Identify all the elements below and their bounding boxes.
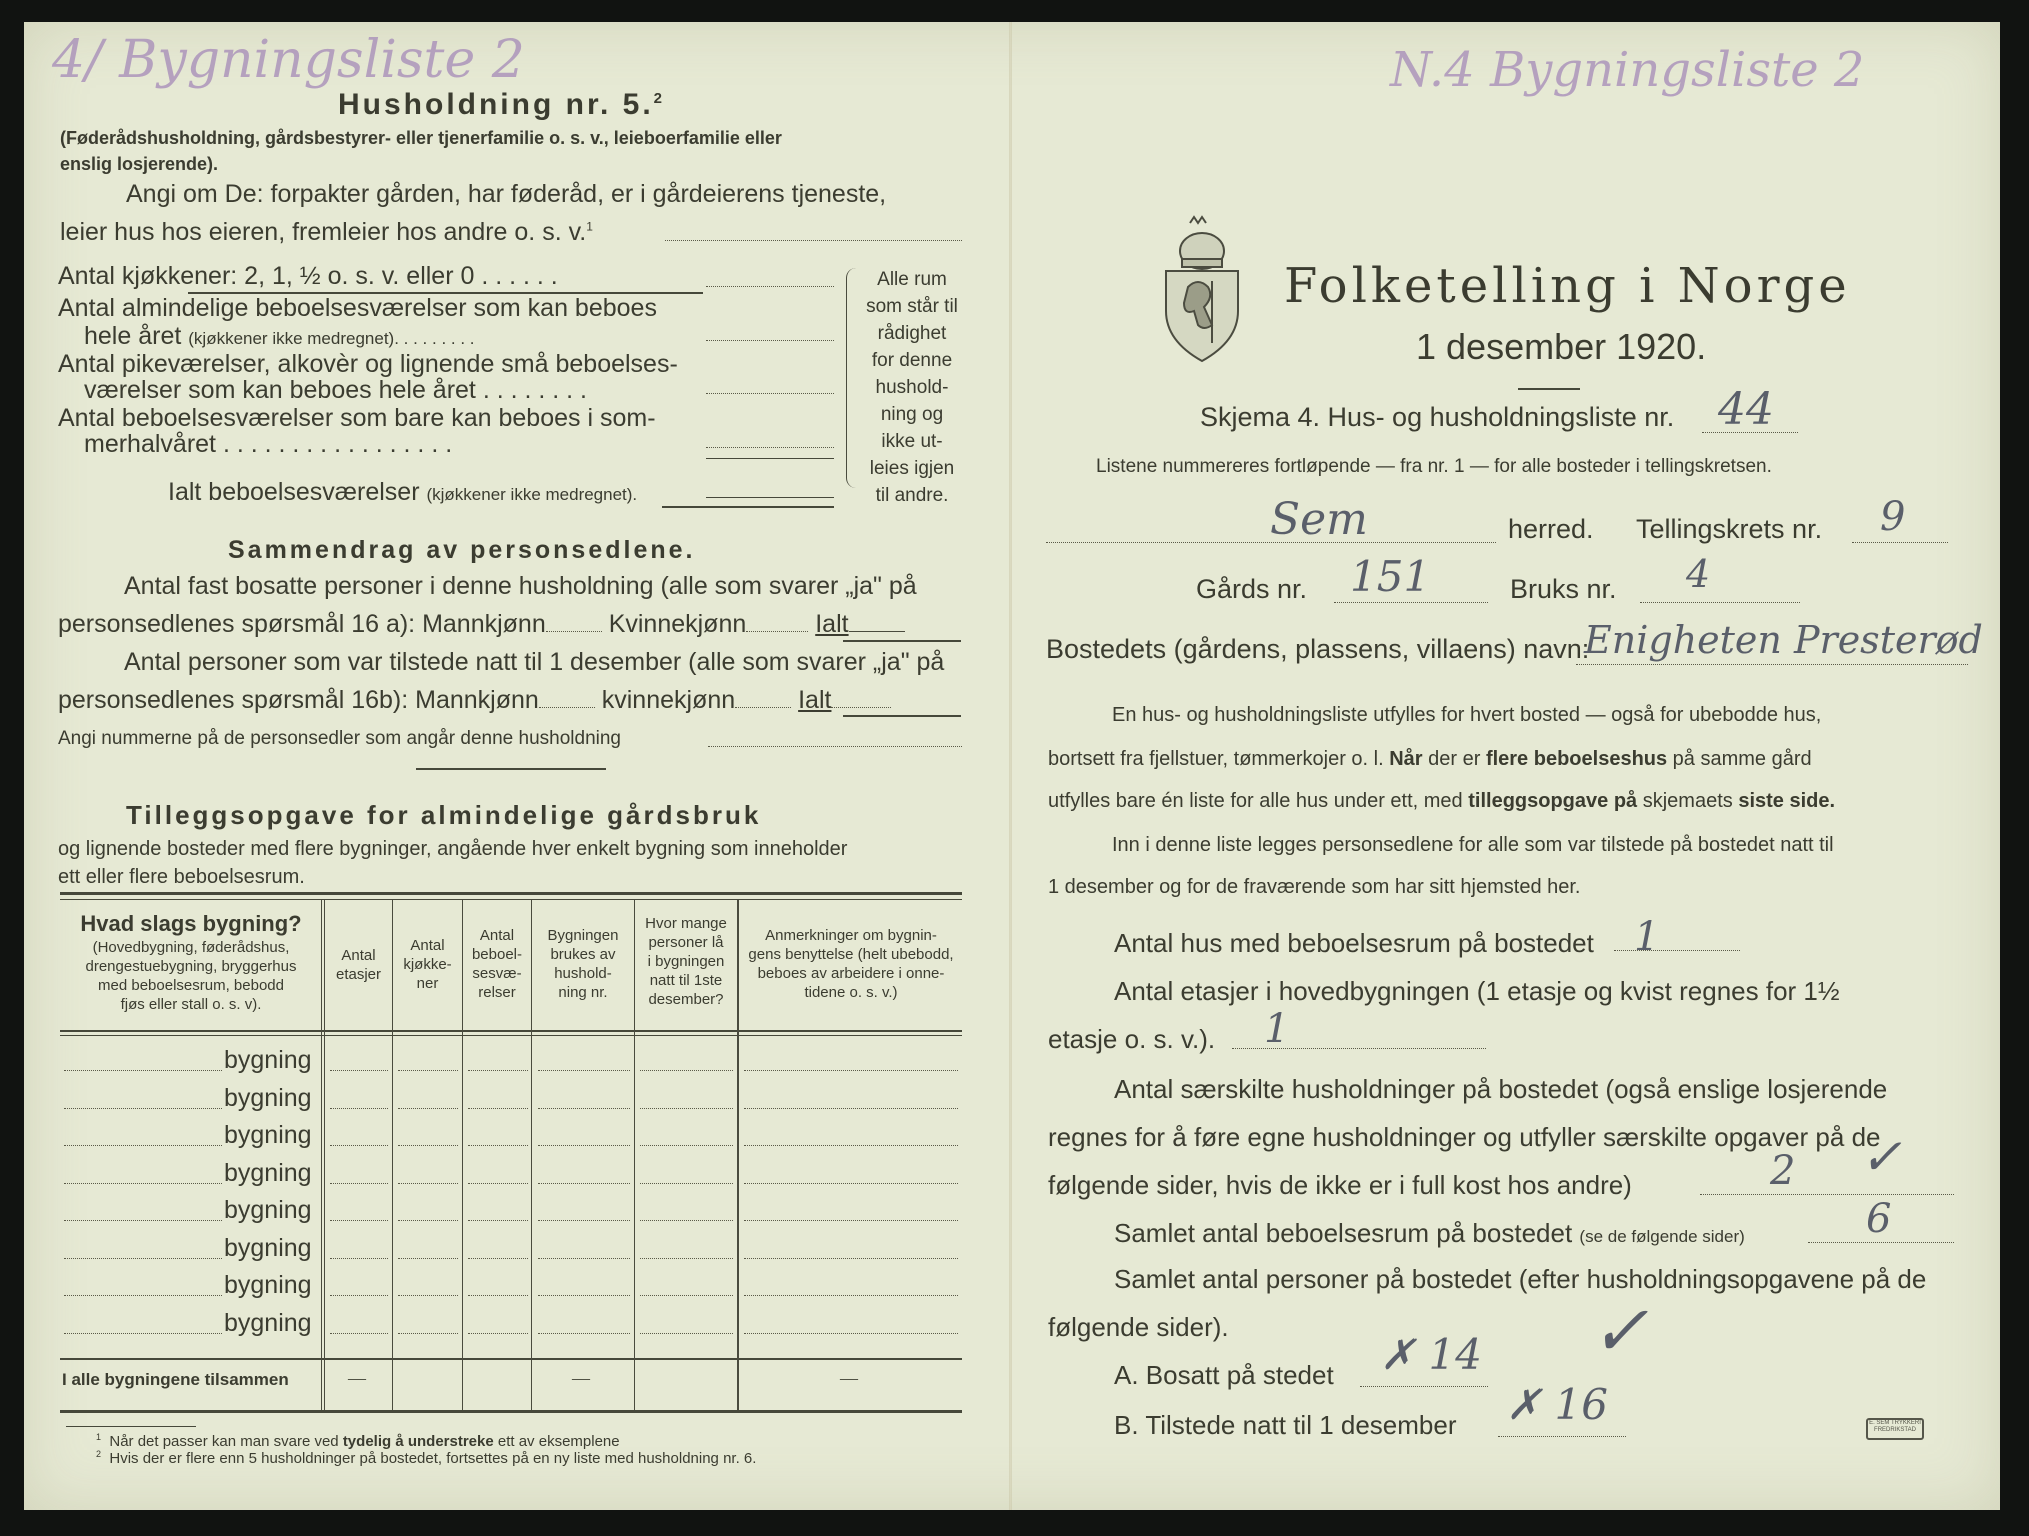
summary-title: Sammendrag av personsedlene.	[228, 536, 696, 564]
tilstede-value: ✗ 16	[1506, 1380, 1608, 1429]
table-cell-field[interactable]	[468, 1220, 528, 1221]
table-cell-field[interactable]	[744, 1145, 958, 1146]
summer-rooms-label-2: merhalvåret . . . . . . . . . . . . . . . . .	[84, 430, 453, 458]
body-bottom-rule	[60, 1358, 962, 1360]
table-cell-field[interactable]	[640, 1220, 733, 1221]
table-cell-field[interactable]	[640, 1295, 733, 1296]
table-top-rule-2	[60, 899, 962, 900]
persons-label-2: følgende sider).	[1048, 1312, 1229, 1342]
persons-label-1: Samlet antal personer på bostedet (efter husholdningsopgavene på de	[1114, 1264, 1927, 1294]
header-persons: Hvor mange personer lå i bygningen natt til 1ste desember?	[645, 915, 727, 1008]
bosted-label: Bostedets (gårdens, plassens, villaens) navn:	[1046, 634, 1590, 664]
present-male-field[interactable]	[539, 707, 595, 708]
households-check-icon: ✓	[1860, 1128, 1902, 1186]
rooms-total-label: Samlet antal beboelsesrum på bostedet (se de følgende sider)	[1114, 1218, 1745, 1248]
instruction-1-line-1: En hus- og husholdningsliste utfylles for hvert bosted — også for ubebodde hus,	[1112, 704, 1822, 726]
table-cell-field[interactable]	[744, 1070, 958, 1071]
ordinary-rooms-label-1: Antal almindelige beboelsesværelser som kan beboes	[58, 294, 657, 322]
present-total-underline	[843, 715, 961, 717]
census-title: Folketelling i Norge	[1284, 258, 1851, 314]
summary-present-line-2: personsedlenes spørsmål 16b): Mannkjønn kvinnekjønn Ialt	[58, 686, 891, 715]
table-cell-field[interactable]	[330, 1070, 388, 1071]
rooms-bracket	[846, 268, 859, 488]
header-rooms: Antal beboel- sesvæ- relser	[471, 927, 523, 1001]
tellingskrets-label: Tellingskrets nr.	[1636, 514, 1823, 544]
summary-present-line-1: Antal personer som var tilstede natt til 1 desember (alle som svarer „ja" på	[124, 648, 945, 676]
table-cell-field[interactable]	[468, 1145, 528, 1146]
herred-value: Sem	[1270, 494, 1368, 545]
herred-label: herred.	[1508, 514, 1594, 544]
bygning-label: bygning	[224, 1046, 312, 1074]
table-cell-field[interactable]	[398, 1220, 458, 1221]
table-cell-field[interactable]	[330, 1183, 388, 1184]
building-type-field[interactable]	[64, 1220, 222, 1221]
table-cell-field[interactable]	[640, 1070, 733, 1071]
kitchens-field[interactable]	[706, 286, 834, 287]
table-cell-field[interactable]	[398, 1145, 458, 1146]
table-cell-field[interactable]	[468, 1258, 528, 1259]
table-cell-field[interactable]	[538, 1258, 630, 1259]
bruks-value: 4	[1686, 552, 1711, 596]
bosatt-field[interactable]	[1360, 1386, 1488, 1387]
footnote-1: $^1$ Når det passer kan man svare ved tydelig å understreke ett av eksemplene	[96, 1432, 620, 1450]
building-type-field[interactable]	[64, 1108, 222, 1109]
table-cell-field[interactable]	[538, 1295, 630, 1296]
header-kitchens: Antal kjøkke- ner	[403, 937, 452, 992]
table-cell-field[interactable]	[640, 1108, 733, 1109]
table-cell-field[interactable]	[538, 1145, 630, 1146]
total-household-mark: —	[572, 1368, 590, 1388]
floors-value: 1	[1264, 1006, 1290, 1052]
table-cell-field[interactable]	[640, 1183, 733, 1184]
table-cell-field[interactable]	[468, 1183, 528, 1184]
small-rooms-label-1: Antal pikeværelser, alkovèr og lignende små beboelses-	[58, 350, 678, 378]
building-type-field[interactable]	[64, 1333, 222, 1334]
bruks-label: Bruks nr.	[1510, 574, 1617, 604]
households-value: 2	[1770, 1148, 1796, 1194]
household-subtitle-1: (Føderådshusholdning, gårdsbestyrer- eller tjenerfamilie o. s. v., leieboerfamilie eller	[60, 128, 782, 148]
table-cell-field[interactable]	[468, 1070, 528, 1071]
angi-line-2: leier hus hos eieren, fremleier hos andre o. s. v.$^1$	[60, 218, 593, 246]
small-rooms-field[interactable]	[706, 393, 834, 394]
bosatt-label: A. Bosatt på stedet	[1114, 1360, 1334, 1390]
summary-resident-line-2: personsedlenes spørsmål 16 a): Mannkjønn Kvinnekjønn Ialt	[58, 610, 905, 639]
supplement-title: Tilleggsopgave for almindelige gårdsbruk	[126, 800, 762, 830]
bygning-label: bygning	[224, 1308, 312, 1337]
households-label-1: Antal særskilte husholdninger på bostedet (også enslige losjerende	[1114, 1074, 1888, 1104]
table-cell-field[interactable]	[330, 1145, 388, 1146]
col-line	[737, 900, 739, 1410]
bracket-note: Alle rum som står til rådighet for denne hushold- ning og ikke ut- leies igjen til andre.	[866, 269, 958, 506]
small-rooms-label-2: værelser som kan beboes hele året . . . . . . . .	[84, 376, 588, 404]
bygning-label: bygning	[224, 1271, 312, 1299]
bosatt-value: ✗ 14	[1380, 1330, 1482, 1379]
bygning-label: bygning	[224, 1083, 312, 1112]
households-label-2: regnes for å føre egne husholdninger og utfyller særskilte opgaver på de	[1048, 1122, 1881, 1152]
numbering-note: Listene nummereres fortløpende — fra nr. 1 — for alle bosteder i tellingskretsen.	[1096, 456, 1772, 477]
table-cell-field[interactable]	[640, 1258, 733, 1259]
angi-line-1: Angi om De: forpakter gården, har føderåd, er i gårdeierens tjeneste,	[126, 180, 887, 208]
table-cell-field[interactable]	[398, 1333, 458, 1334]
table-cell-field[interactable]	[744, 1258, 958, 1259]
building-type-field[interactable]	[64, 1070, 222, 1071]
summer-rooms-label-1: Antal beboelsesværelser som bare kan beboes i som-	[58, 404, 656, 432]
household-subtitle-2: enslig losjerende).	[60, 154, 219, 174]
schema-label: Skjema 4. Hus- og husholdningsliste nr.	[1200, 402, 1675, 432]
bygning-label: bygning	[224, 1196, 312, 1224]
table-cell-field[interactable]	[330, 1333, 388, 1334]
tellingskrets-value: 9	[1880, 494, 1906, 540]
bosted-value: Enigheten Presterød	[1584, 618, 1983, 662]
table-cell-field[interactable]	[744, 1183, 958, 1184]
header-bottom-rule	[60, 1030, 962, 1032]
households-field[interactable]	[1700, 1194, 1954, 1195]
table-cell-field[interactable]	[538, 1108, 630, 1109]
ordinary-rooms-label-2: hele året (kjøkkener ikke medregnet). . . . . . . . .	[84, 322, 475, 350]
kitchens-label: Antal kjøkkener: 2, 1, ½ o. s. v. eller 0 . . . . . .	[58, 262, 558, 290]
households-label-3: følgende sider, hvis de ikke er i full kost hos andre)	[1048, 1170, 1632, 1200]
table-cell-field[interactable]	[398, 1070, 458, 1071]
table-bottom-rule	[60, 1410, 962, 1413]
tilstede-label: B. Tilstede natt til 1 desember	[1114, 1410, 1457, 1440]
person-numbers-label: Angi nummerne på de personsedler som angår denne husholdning	[58, 728, 621, 749]
table-cell-field[interactable]	[538, 1070, 630, 1071]
footnote-2: $^2$ Hvis der er flere enn 5 husholdninger på bostedet, fortsettes på en ny liste med husholdning nr. 6.	[96, 1449, 757, 1467]
table-cell-field[interactable]	[468, 1108, 528, 1109]
table-cell-field[interactable]	[744, 1108, 958, 1109]
tellingskrets-field[interactable]	[1852, 542, 1948, 543]
header-floors: Antal etasjer	[335, 947, 382, 983]
gards-field[interactable]	[1334, 602, 1488, 603]
page-fold	[1009, 22, 1012, 1510]
table-cell-field[interactable]	[330, 1108, 388, 1109]
tilstede-field[interactable]	[1498, 1436, 1626, 1437]
present-female-field[interactable]	[735, 707, 791, 708]
right-margin-annotation: N.4 Bygningsliste 2	[1390, 42, 1865, 98]
header-building-type: Hvad slags bygning? (Hovedbygning, føderådshus, drengestuebygning, bryggerhus med beboelsesrum, bebodd fjøs eller stall o. s. v).	[80, 911, 302, 1013]
rooms-total-field[interactable]	[1808, 1242, 1954, 1243]
persons-check-icon: ✓	[1590, 1290, 1649, 1372]
section-divider	[416, 768, 606, 770]
total-floors-mark: —	[348, 1368, 366, 1388]
bygning-label: bygning	[224, 1121, 312, 1149]
summer-rooms-field[interactable]	[706, 447, 834, 448]
supplement-subtitle-1: og lignende bosteder med flere bygninger, angående hver enkelt bygning som inneholder	[58, 838, 848, 860]
summer-rooms-sum-line	[706, 458, 834, 459]
instruction-1-line-2: bortsett fra fjellstuer, tømmerkojer o. l. Når der er flere beboelseshus på samme gård	[1048, 748, 1812, 770]
summary-resident-line-1: Antal fast bosatte personer i denne husholdning (alle som svarer „ja" på	[124, 572, 917, 600]
table-cell-field[interactable]	[640, 1145, 733, 1146]
total-row-label: I alle bygningene tilsammen	[62, 1370, 289, 1389]
rooms-total-value: 6	[1866, 1196, 1892, 1242]
table-cell-field[interactable]	[330, 1295, 388, 1296]
houses-value: 1	[1634, 914, 1660, 960]
bruks-field[interactable]	[1640, 602, 1800, 603]
bygning-label: bygning	[224, 1233, 312, 1262]
total-rooms-field[interactable]	[706, 497, 834, 498]
total-rooms-underline	[662, 506, 834, 508]
angi-answer-field[interactable]	[665, 240, 962, 241]
table-cell-field[interactable]	[468, 1333, 528, 1334]
header-household-nr: Bygningen brukes av hushold- ning nr.	[547, 927, 619, 1001]
instruction-1-line-3: utfylles bare én liste for alle hus under ett, med tilleggsopgave på skjemaets siste side.	[1048, 790, 1836, 812]
person-numbers-field[interactable]	[708, 746, 962, 747]
building-type-field[interactable]	[64, 1183, 222, 1184]
table-cell-field[interactable]	[398, 1295, 458, 1296]
table-cell-field[interactable]	[398, 1183, 458, 1184]
table-cell-field[interactable]	[468, 1295, 528, 1296]
supplement-subtitle-2: ett eller flere beboelsesrum.	[58, 866, 305, 888]
houses-field[interactable]	[1614, 950, 1740, 951]
ordinary-rooms-field[interactable]	[706, 340, 834, 341]
table-cell-field[interactable]	[330, 1220, 388, 1221]
table-cell-field[interactable]	[538, 1333, 630, 1334]
present-total-field[interactable]	[831, 707, 891, 708]
bygning-label: bygning	[224, 1158, 312, 1187]
resident-female-field[interactable]	[746, 631, 808, 632]
left-margin-annotation: 4/ Bygningsliste 2	[52, 30, 525, 90]
footnote-rule	[66, 1426, 196, 1427]
bosted-field[interactable]	[1576, 664, 1968, 665]
total-rooms-label: Ialt beboelsesværelser (kjøkkener ikke medregnet).	[168, 478, 638, 506]
table-cell-field[interactable]	[398, 1258, 458, 1259]
floors-label-2: etasje o. s. v.).	[1048, 1024, 1216, 1054]
building-type-field[interactable]	[64, 1145, 222, 1146]
schema-number-value: 44	[1718, 384, 1774, 435]
building-type-field[interactable]	[64, 1295, 222, 1296]
instruction-2-line-2: 1 desember og for de fraværende som har sitt hjemsted her.	[1048, 876, 1581, 898]
table-cell-field[interactable]	[538, 1220, 630, 1221]
header-bottom-rule-2	[60, 1035, 962, 1036]
floors-label-1: Antal etasjer i hovedbygningen (1 etasje og kvist regnes for 1½	[1114, 976, 1840, 1006]
instruction-2-line-1: Inn i denne liste legges personsedlene for alle som var tilstede på bostedet natt til	[1112, 834, 1834, 856]
table-cell-field[interactable]	[538, 1183, 630, 1184]
table-cell-field[interactable]	[330, 1258, 388, 1259]
table-cell-field[interactable]	[744, 1333, 958, 1334]
gards-value: 151	[1350, 552, 1431, 601]
census-date: 1 desember 1920.	[1416, 326, 1707, 367]
resident-total-field[interactable]	[849, 631, 905, 632]
total-remarks-mark: —	[840, 1368, 858, 1388]
building-type-field[interactable]	[64, 1258, 222, 1259]
printer-stamp: E. SEM TRYKKERI FREDRIKSTAD	[1866, 1418, 1924, 1440]
col-line	[321, 900, 322, 1410]
table-cell-field[interactable]	[744, 1220, 958, 1221]
norway-coat-of-arms-icon	[1160, 215, 1244, 370]
gards-label: Gårds nr.	[1196, 574, 1308, 604]
houses-label: Antal hus med beboelsesrum på bostedet	[1114, 928, 1594, 958]
table-cell-field[interactable]	[744, 1295, 958, 1296]
header-remarks: Anmerkninger om bygnin- gens benyttelse (helt ubebodd, beboes av arbeidere i onne- tidene o. s. v.)	[748, 927, 954, 1001]
table-top-rule	[60, 892, 962, 895]
title-divider	[1518, 388, 1580, 390]
table-cell-field[interactable]	[640, 1333, 733, 1334]
table-cell-field[interactable]	[398, 1108, 458, 1109]
resident-total-underline	[843, 640, 961, 642]
household-title: Husholdning nr. 5.$^2$	[338, 88, 666, 121]
resident-male-field[interactable]	[546, 631, 602, 632]
